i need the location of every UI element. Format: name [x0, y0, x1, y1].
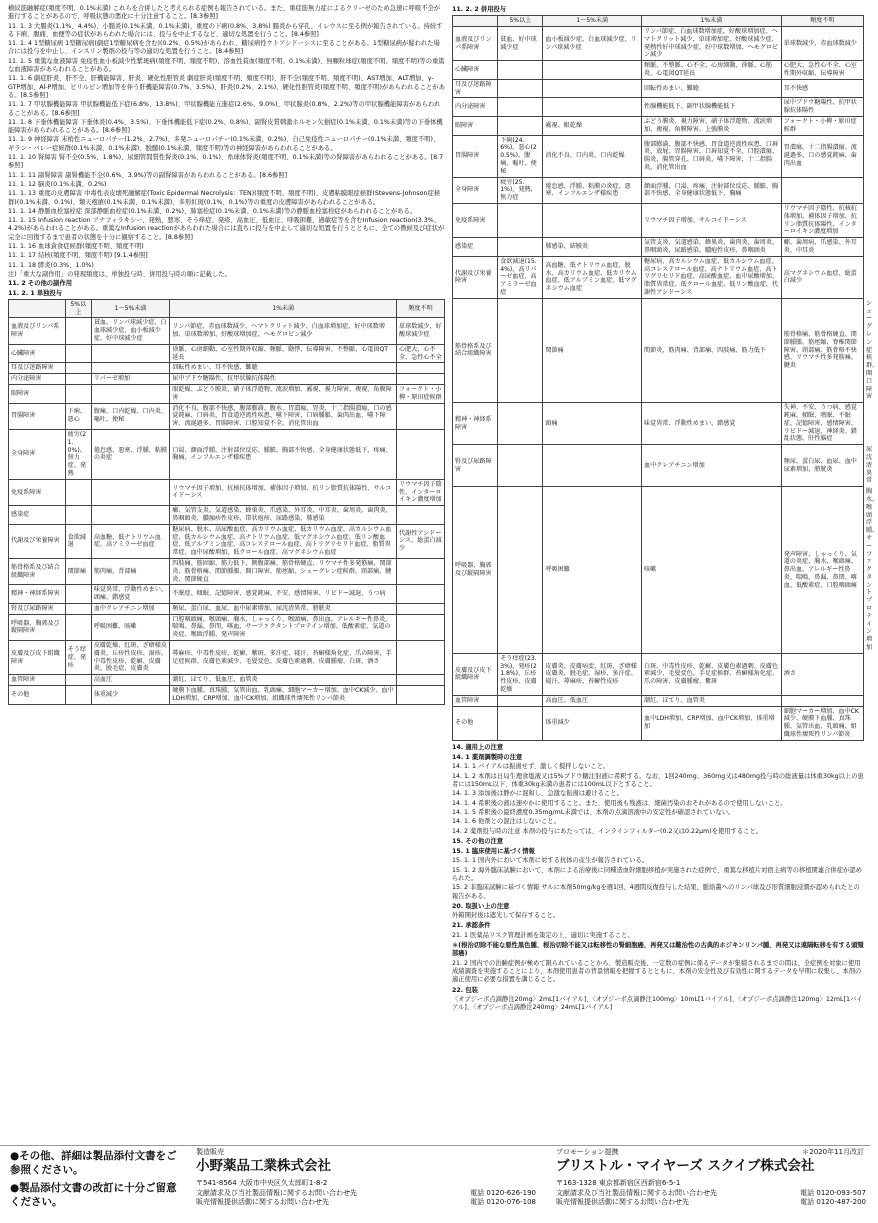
table-cell: 口腔咽頭痛、喉頭痛、胸水、しゃっくり、喉頭痛、鼻出血、アレルギー性鼻炎、喘鳴、鼻漏、鼻閉、喀血、サーファクタントプロテイン増加、低酸素症、気道の炎症、喉頭浮腫、発声障害 [170, 614, 397, 640]
paragraph: 11. 1. 6 劇症肝炎、肝不全、肝機能障害、肝炎、硬化性胆管炎 劇症肝炎(頻度不明、頻度不明)、肝不全(頻度不明、頻度不明)、AST増加、ALT増加、γ-GTP増加、Al-P増加、ビリルビン増加等を伴う肝機能障害(0.7%、3.5%)、肝炎(0.2%、2.1%)、硬化性胆管炎(頻度不明、頻度不明)があらわれることがある。[8.5参照] [8, 75, 445, 99]
table-header: 1%未満 [642, 16, 782, 27]
organ-class-cell: 代謝及び栄養障害 [453, 256, 498, 298]
section-heading: 11. 2. 1 単独投与 [8, 289, 63, 297]
paragraph: 11. 1. 12 脳炎(0.1%未満、0.2%) [8, 180, 107, 188]
paragraph: 〈オプジーボ点滴静注20mg〉2mL[1バイアル]、〈オプジーボ点滴静注100mg〉10mL[1バイアル]、〈オプジーボ点滴静注120mg〉12mL[1バイアル]、〈オプジーボ点滴静注240mg〉24mL[1バイアル] [452, 995, 863, 1012]
organ-class-cell: 内分泌障害 [9, 374, 66, 385]
table-cell: 性腺機能低下、副甲状腺機能低下 [642, 98, 782, 117]
table-row [453, 61, 864, 80]
table-row [453, 706, 864, 740]
organ-class-cell: 耳及び迷路障害 [453, 79, 498, 98]
organ-class-cell: 呼吸器、胸郭及び縦隔障害 [9, 614, 66, 640]
table-cell: 高血圧、低血圧 [543, 695, 642, 706]
table-cell [91, 344, 169, 363]
table-cell: リパーゼ増加 [91, 374, 169, 385]
table-cell: 糖尿病、脱水、高尿酸血症、高カリウム血症、低カリウム血症、高カルシウム血症、低カルシウム血症、高ナトリウム血症、低マグネシウム血症、低リン酸血症、低アルブミン血症、高コレステロール血症、高トリグリセリド血症、脂質異常症、血中尿酸増加、低クロール血症、高マグネシウム血症 [170, 524, 397, 558]
revision-date: ＊2020年11月改訂 [802, 1148, 864, 1156]
paragraph: 14. 1. 4 希釈後の液は速やかに使用すること。また、使用後も残液は、細菌汚染のおそれがあるので使用しないこと。 [452, 799, 787, 807]
contact-line [556, 1198, 866, 1207]
precautions-notes [452, 744, 864, 1013]
organ-class-cell: その他 [453, 706, 498, 740]
section-heading: 14. 適用上の注意 [452, 743, 504, 751]
paragraph: 11. 1. 16 血球貪食症候群(頻度不明、頻度不明) [8, 243, 144, 251]
table-cell: そう痒症(23.3%)、発疹(21.8%)、丘疹性皮疹、皮膚乾燥 [498, 653, 543, 695]
table-cell [498, 79, 543, 98]
table-header: 5%以上 [65, 299, 91, 318]
table-cell: 疲労(21.0%)、無力症、発熱 [65, 429, 91, 479]
organ-class-cell: 血液及びリンパ系障害 [9, 318, 66, 344]
contact-line [556, 1189, 866, 1198]
table-cell [781, 695, 863, 706]
organ-class-cell: 代謝及び栄養障害 [9, 524, 66, 558]
table-cell: 白斑、中毒性皮疹、乾癬、皮膚色素過剰、皮膚色素減少、毛髪変色、手足症候群、苔癬様角化症、爪の障害、皮膚腫瘤、紫斑 [642, 653, 782, 695]
table-row [9, 403, 445, 429]
table-row [9, 363, 445, 374]
table-cell: 体重減少 [543, 706, 642, 740]
table-cell [498, 487, 543, 654]
paragraph: 11. 1. 14 静脈血栓塞栓症 深部静脈血栓症(0.1%未満、0.2%)、肺塞栓症(0.1%未満、0.1%未満)等の静脈血栓塞栓症があらわれることがある。 [8, 207, 417, 215]
table-cell: 消化不良、腹部不快感、腹部膨満、腹水、胃潰瘍、胃炎、十二指腸潰瘍、口の感覚鈍麻、口唇炎、胃食道逆流性疾患、嚥下障害、口唇腫脹、歯肉出血、嚥下障害、流涎過多、胃腸障害、口腔知覚不全、消化管出血 [170, 403, 397, 429]
single-dose-adverse-reactions-table [8, 299, 445, 705]
paragraph: 11. 1. 18 膵炎(0.3%、1.0%) [8, 261, 94, 269]
table-header: 5%以上 [498, 16, 543, 27]
table-row [9, 686, 445, 705]
table-cell [65, 374, 91, 385]
table-cell: 高血糖、低ナトリウム血症、高アミラーゼ血症 [91, 524, 169, 558]
table-cell: 血中クレアチニン増加 [642, 445, 782, 487]
table-cell: 血中LDH増加、CRP増加、血中CK増加、体重増加 [642, 706, 782, 740]
table-cell [65, 686, 91, 705]
table-cell [65, 603, 91, 614]
table-cell: 回転性めまい、難聴 [642, 79, 782, 98]
table-row [9, 524, 445, 558]
organ-class-cell: 筋骨格系及び結合組織障害 [453, 298, 498, 402]
table-cell: 糖尿病、高カルシウム血症、低カルシウム血症、高コレステロール血症、高ナトリウム血症、高トリグリセリド血症、高尿酸血症、血中尿酸増加、脂質異常症、低クロール血症、低リン酸血症、代謝性アシドーシス [642, 256, 782, 298]
table-cell [65, 675, 91, 686]
organ-class-cell: 皮膚及び皮下組織障害 [453, 653, 498, 695]
paragraph: 11. 1. 15 Infusion reaction アナフィラキシー、発熱、悪寒、そう痒症、発疹、高血圧、低血圧、呼吸困難、過敏症等を含むInfusion reaction(3.3%、4.2%)があらわれることがある。重篤なInfusion reactionがあらわれた場合には直ちに投与を中止して適切な処置を行うとともに、全ての徴候及び症状が完全に回復するまで患者の状態を十分に観察すること。[8.8参照] [8, 217, 445, 241]
organ-class-cell: 胃腸障害 [9, 403, 66, 429]
table-cell [91, 384, 169, 403]
table-cell: リンパ節症、赤血球数減少、ヘマトクリット減少、白血球増加症、好中球数増加、単球数増加、好酸球増加症、ヘモグロビン減少 [170, 318, 397, 344]
table-row [9, 614, 445, 640]
table-cell: 血中クレアチニン増加 [91, 603, 169, 614]
table-cell: 腹痛、口内乾燥、口内炎、嘔吐、便秘 [91, 403, 169, 429]
table-cell [65, 614, 91, 640]
table-row [453, 27, 864, 61]
table-cell [65, 384, 91, 403]
organ-class-cell: 免疫系障害 [9, 479, 66, 505]
table-cell: 貧血、リンパ球減少症、白血球減少症、血小板減少症、好中球減少症 [91, 318, 169, 344]
contact-phone: 電話 0120-626-190 [470, 1188, 536, 1197]
table-row [453, 487, 864, 654]
table-cell: 徐脈、心房細動、心室性期外収縮、頻脈、動悸、伝導障害、不整脈、心電図QT延長 [170, 344, 397, 363]
paragraph: 14. 2 薬剤投与時の注意 本剤の投与にあたっては、インラインフィルター(0.2又は0.22μm)を使用すること。 [452, 827, 763, 835]
table-cell [65, 506, 91, 525]
table-cell: 霧視、眼乾燥 [543, 117, 642, 136]
organ-class-cell: 感染症 [453, 238, 498, 257]
table-row [9, 585, 445, 604]
table-cell: 皮膚炎、皮膚病変、紅斑、ざ瘡様皮膚炎、脱毛症、湿疹、多汗症、寝汗、蕁麻疹、苔癬性皮疹 [543, 653, 642, 695]
contact-phone: 電話 0120-076-108 [470, 1198, 536, 1207]
table-cell: リウマチ因子増加、サルコイドーシス [642, 204, 782, 238]
organ-class-cell: 眼障害 [9, 384, 66, 403]
table-cell [543, 445, 642, 487]
table-row [453, 695, 864, 706]
paragraph: 11. 1. 5 重篤な血液障害 免疫性血小板減少性紫斑病(頻度不明、頻度不明)、溶血性貧血(頻度不明、0.1%未満)、無顆粒球症(頻度不明、頻度不明)等の重篤な血液障害があらわれることがある。 [8, 57, 445, 74]
paragraph: 11. 1. 3 大腸炎(1.1%、4.4%)、小腸炎(0.1%未満、0.1%未満)、重度の下痢(0.8%、3.8%) 腸炎から穿孔、イレウスに至る例が報告されている。持続する下痢、腹痛、血便等の症状があらわれた場合には、投与を中止するなど、適切な処置を行うこと。[8.4参照] [8, 22, 443, 38]
table-cell: 咳嗽 [642, 487, 782, 654]
section-heading: 11. 2 その他の副作用 [8, 280, 72, 288]
table-cell: 下痢、悪心 [65, 403, 91, 429]
paragraph: 11. 1. 7 甲状腺機能障害 甲状腺機能低下症(6.8%、13.8%)、甲状腺機能亢進症(2.6%、9.0%)、甲状腺炎(0.8%、2.2%)等の甲状腺機能障害があらわれることがある。[8.6参照] [8, 101, 441, 117]
paragraph: 15. 2 非臨床試験に基づく情報 サルに本剤50mg/kgを週1回、4週間反復投与した結果、脈絡叢へのリンパ球及び形質細胞浸潤が認められたとの報告がある。 [452, 884, 860, 900]
table-header: 1%未満 [170, 299, 397, 318]
paragraph: 14. 1. 5 希釈後の最終濃度0.35mg/mL未満では、本剤の点滴溶液中の安定性が確認されていない。 [452, 808, 735, 816]
contact-line [196, 1198, 536, 1207]
organ-class-cell: 心臓障害 [453, 61, 498, 80]
footer-notice-line: ●その他、詳細は製品添付文書をご参照ください。 [10, 1150, 177, 1176]
combination-section-title: 11. 2. 2 併用投与 [452, 6, 507, 13]
paragraph: 14. 1. 6 他剤との混注はしないこと。 [452, 818, 560, 826]
section-heading: 14. 1 薬剤調製時の注意 [452, 754, 523, 762]
table-header: 1〜5%未満 [543, 16, 642, 27]
organ-class-cell: 心臓障害 [9, 344, 66, 363]
table-cell: 高血圧 [91, 675, 169, 686]
table-cell: フォークト・小柳・原田症候群 [781, 117, 863, 136]
table-cell: 単球数減少、好酸球減少症 [397, 318, 445, 344]
paragraph: 11. 1. 8 下垂体機能障害 下垂体炎(0.4%、3.5%)、下垂体機能低下症(0.2%、0.8%)、副腎皮質刺激ホルモン欠損症(0.1%未満、0.1%未満)等の下垂体機能障害があらわれることがある。[8.6参照] [8, 118, 443, 135]
table-cell: 食欲減退 [65, 524, 91, 558]
table-cell [397, 403, 445, 429]
combination-adverse-reactions-table [452, 15, 878, 741]
table-header: 頻度不明 [781, 16, 863, 27]
organ-class-cell: 感染症 [9, 506, 66, 525]
organ-class-cell: 精神・神経系障害 [9, 585, 66, 604]
table-cell: 蕁麻疹、中毒性皮疹、乾癬、紫斑、多汗症、寝汗、苔癬様角化症、爪の障害、手足症候群、皮膚色素減少、毛髪変色、皮膚色素過剰、皮膚腫瘤、白斑、酒さ [170, 641, 397, 675]
table-row [453, 117, 864, 136]
manufacturer-name: 小野薬品工業株式会社 [196, 1158, 331, 1175]
table-row [453, 79, 864, 98]
left-paragraphs [8, 5, 445, 298]
table-cell: 心肥大、心不全、急性心不全 [397, 344, 445, 363]
table-row [453, 177, 864, 203]
paragraph: 11. 1. 17 結核(頻度不明、頻度不明) [9.1.4参照] [8, 252, 148, 260]
paragraph: 外箱開封後は遮光して保存すること。 [452, 912, 560, 920]
table-cell: 癤、歯周病、爪感染、外耳炎、中耳炎 [781, 238, 863, 257]
table-row [9, 479, 445, 505]
table-cell: 癤、気管支炎、気道感染、蜂巣炎、爪感染、外耳炎、中耳炎、歯周炎、歯肉炎、鼻咽頭炎、膿痂疹性皮疹、帯状疱疹、尿路感染、肺感染 [170, 506, 397, 525]
table-cell: ぶどう膜炎、視力障害、硝子体浮遊物、流涙増加、複視、角膜障害、上強膜炎 [642, 117, 782, 136]
table-row [453, 298, 864, 402]
contact-label: 販売情報提供活動に関するお問い合わせ先 [556, 1198, 689, 1207]
table-cell [498, 298, 543, 402]
table-row [9, 506, 445, 525]
organ-class-cell: 内分泌障害 [453, 98, 498, 117]
table-cell [91, 506, 169, 525]
paragraph: 15. 1. 1 国内外において本剤に対する抗体の産生が報告されている。 [452, 857, 649, 865]
table-cell [498, 117, 543, 136]
table-header [9, 299, 66, 318]
table-cell: 高血糖、低ナトリウム血症、脱水、高カリウム血症、低カリウム血症、低アルブミン血症、低マグネシウム血症 [543, 256, 642, 298]
organ-class-cell: 血管障害 [9, 675, 66, 686]
paragraph: 11. 1. 11 副腎障害 副腎機能不全(0.6%、3.9%)等の副腎障害があらわれることがある。[8.6参照] [8, 171, 288, 179]
contact-label: 販売情報提供活動に関するお問い合わせ先 [196, 1198, 329, 1207]
contact-label: 文献請求及び当社製品情報に関するお問い合わせ先 [196, 1188, 357, 1197]
table-row [453, 403, 864, 445]
table-cell: 倦怠感、悪寒、浮腫、粘膜の炎症 [91, 429, 169, 479]
table-cell [498, 706, 543, 740]
table-cell: 体重減少 [91, 686, 169, 705]
table-cell: 単球数減少、赤血球数減少 [781, 27, 863, 61]
table-row [453, 445, 864, 487]
table-cell: 関節痛 [543, 298, 642, 402]
table-cell: 頻脈、不整脈、心不全、心房細動、徐脈、心筋炎、心電図QT延長 [642, 61, 782, 80]
table-cell: 関節痛 [65, 558, 91, 584]
organ-class-cell: 胃腸障害 [453, 135, 498, 177]
organ-class-cell: 全身障害 [453, 177, 498, 203]
table-cell [397, 614, 445, 640]
table-cell [397, 363, 445, 374]
table-cell: 食欲減退(15.4%)、高リパーゼ血症、高アミラーゼ血症 [498, 256, 543, 298]
organ-class-cell: 呼吸器、胸郭及び縦隔障害 [453, 487, 498, 654]
organ-class-cell: 血管障害 [453, 695, 498, 706]
paragraph: 横紋筋融解症(頻度不明、0.1%未満) これらを合併したと考えられる症例も報告されている。また、重症筋無力症によるクリーゼのため急速に呼吸不全が進行することがあるので、呼吸状態の悪化に十分注意すること。[8.3参照] [8, 5, 441, 21]
table-cell: 関節炎、筋肉痛、背部痛、四肢痛、筋力低下 [642, 298, 782, 402]
table-row [9, 429, 445, 479]
table-row [9, 374, 445, 385]
table-cell: 頭痛 [543, 403, 642, 445]
table-cell [397, 675, 445, 686]
contact-label: 文献請求及び当社製品情報に関するお問い合わせ先 [556, 1188, 717, 1197]
organ-class-cell: 皮膚及び皮下組織障害 [9, 641, 66, 675]
table-cell [397, 686, 445, 705]
table-cell: 消化不良、口内炎、口内乾燥 [543, 135, 642, 177]
table-cell [397, 506, 445, 525]
table-cell [498, 695, 543, 706]
manufacturer-block [196, 1148, 536, 1208]
table-cell: 酒さ [781, 653, 863, 695]
table-cell: 回転性めまい、耳不快感、難聴 [170, 363, 397, 374]
organ-class-cell: 耳及び迷路障害 [9, 363, 66, 374]
table-cell [543, 61, 642, 80]
table-cell [498, 98, 543, 117]
table-cell [498, 238, 543, 257]
contact-phone: 電話 0120-093-507 [800, 1188, 866, 1197]
table-cell: 味覚異常、浮動性めまい、頭痛、錯感覚 [91, 585, 169, 604]
table-row [453, 98, 864, 117]
table-cell: 潮紅、ほてり、低血圧、血管炎 [170, 675, 397, 686]
manufacturer-address: 〒541-8564 大阪市中央区久太郎町1-8-2 [196, 1179, 328, 1188]
table-cell [397, 374, 445, 385]
paragraph: 14. 1. 2 本剤は日局生理食塩液又は5%ブドウ糖注射液に希釈する。なお、1回240mg、360mg又は480mg投与時の総液量は体重30kg以上の患者には150mL以下、体重30kg未満の患者には100mL以下とすること。 [452, 772, 864, 789]
table-cell: 筋骨格痛、筋骨格硬直、関節腫脹、筋痙縮、脊椎関節障害、頸部痛、筋骨格不快感、リウマチ性多発筋痛、腱炎 [781, 298, 863, 402]
paragraph: 21. 1 医薬品リスク管理計画を策定の上、適切に実施すること。 [452, 931, 634, 939]
contact-line [196, 1189, 536, 1198]
table-cell: リンパ節症、白血球数増加症、好酸球増加症、ヘマトクリット減少、単球増加症、好酸球減少症、発熱性好中球減少症、好中球数増加、ヘモグロビン減少 [642, 27, 782, 61]
table-cell: 代謝性アシドーシス、総蛋白減少 [397, 524, 445, 558]
table-cell: 疲労(25.1%)、発熱、無力症 [498, 177, 543, 203]
table-cell [397, 585, 445, 604]
table-cell: そう痒症、発疹 [65, 641, 91, 675]
organ-class-cell: その他 [9, 686, 66, 705]
table-row [9, 675, 445, 686]
section-heading: 20. 取扱い上の注意 [452, 902, 510, 910]
table-cell: 筋肉痛、背部痛 [91, 558, 169, 584]
manufacturer-label: 製造販売 [196, 1148, 224, 1156]
table-row [9, 344, 445, 363]
table-cell [91, 363, 169, 374]
table-cell: 尿中ブドウ糖陽性、抗甲状腺抗体陽性 [170, 374, 397, 385]
table-header [453, 16, 498, 27]
table-cell: 発声障害、しゃっくり、気道の炎症、胸水、喉頭痛、鼻出血、アレルギー性鼻炎、喘鳴、鼻漏、鼻閉、喀血、低酸素症、口腔咽頭痛 [781, 487, 863, 654]
table-cell [65, 344, 91, 363]
paragraph: 注)「重大な副作用」の発現頻度は、単独投与時、併用投与時の順に記載した。 [8, 270, 231, 278]
footer-notice-line: ●製品添付文書の改訂に十分ご留意ください。 [10, 1182, 177, 1208]
table-cell: 四肢痛、筋固縮、筋力低下、側腹部痛、筋骨格硬直、リウマチ性多発筋痛、関節炎、筋骨格痛、関節腫脹、開口障害、筋痙縮、シェーグレン症候群、頸部痛、腱炎、関節硬直 [170, 558, 397, 584]
table-header: 頻度不明 [397, 299, 445, 318]
table-cell [91, 479, 169, 505]
organ-class-cell: 腎及び尿路障害 [9, 603, 66, 614]
table-row [453, 256, 864, 298]
table-row [9, 603, 445, 614]
table-cell [397, 429, 445, 479]
table-cell [498, 445, 543, 487]
table-cell: 下痢(24.6%)、悪心(20.5%)、腹痛、嘔吐、便秘 [498, 135, 543, 177]
table-cell: 硬膜下血腫、真珠腫、気管出血、乳頭痛、細胞マーカー増加、血中CK減少、血中LDH増加、CRP増加、血中CK増加、組織球性壊死性リンパ節炎 [170, 686, 397, 705]
table-row [453, 653, 864, 695]
paragraph: 11. 1. 13 重度の皮膚障害 中毒性表皮壊死融解症(Toxic Epidermal Necrolysis：TEN)(頻度不明、頻度不明)、皮膚粘膜眼症候群(Stevens-Johnson症候群)(0.1%未満、0.1%)、類天疱瘡(0.1%未満、0.1%未満)、多形紅斑(0.1%、0.1%)等の重度の皮膚障害があらわれることがある。 [8, 190, 441, 206]
table-row [9, 641, 445, 675]
table-cell: 顔面浮腫、口渇、疼痛、注射部位反応、腫脹、胸部不快感、全身健康状態低下、胸痛 [642, 177, 782, 203]
organ-class-cell: 全身障害 [9, 429, 66, 479]
paragraph: 15. 1. 2 海外臨床試験において、本剤による治療後に同種造血幹細胞移植が実施された症例で、重篤な移植片対宿主病等の移植関連合併症が認められた。 [452, 866, 862, 882]
partner-name: ブリストル・マイヤーズ スクイブ株式会社 [556, 1158, 815, 1175]
table-row [9, 384, 445, 403]
table-cell [543, 79, 642, 98]
table-cell: 皮膚乾燥、紅斑、ざ瘡様皮膚炎、丘疹性皮疹、湿疹、中毒性皮疹、乾癬、皮膚炎、脱毛症、皮膚炎 [91, 641, 169, 675]
organ-class-cell: 眼障害 [453, 117, 498, 136]
table-cell [65, 318, 91, 344]
organ-class-cell: 腎及び尿路障害 [453, 445, 498, 487]
table-cell [498, 61, 543, 80]
paragraph: 14. 1. 1 バイアルは振盪せず、激しく撹拌しないこと。 [452, 763, 610, 771]
table-header: 1〜5%未満 [91, 299, 169, 318]
organ-class-cell: 精神・神経系障害 [453, 403, 498, 445]
paragraph: 11. 1. 10 腎障害 腎不全(0.5%、1.8%)、尿細管間質性腎炎(0.1%、0.1%)、糸球体腎炎(頻度不明、0.1%未満)等の腎障害があらわれることがある。[8.7参照] [8, 154, 444, 170]
table-cell: 頻尿、蛋白尿、血尿、血中尿素増加、膀胱炎 [781, 445, 863, 487]
footer-notice [10, 1150, 185, 1215]
table-cell: 貧血、好中球減少症 [498, 27, 543, 61]
table-cell: 呼吸困難、咳嗽 [91, 614, 169, 640]
promotion-label: プロモーション提携 [556, 1148, 619, 1156]
table-row [9, 558, 445, 584]
contact-phone: 電話 0120-487-200 [800, 1198, 866, 1207]
table-cell: 失神、不安、うつ病、感覚鈍麻、傾眠、嗜眠、不眠症、記憶障害、感情障害、リビドー減退、神経炎、錯乱状態、肝性脳症 [781, 403, 863, 445]
table-cell: 潮紅、ほてり、血管炎 [642, 695, 782, 706]
table-cell: 尿中ブドウ糖陽性、抗甲状腺抗体陽性 [781, 98, 863, 117]
table-cell: 高マグネシウム血症、総蛋白減少 [781, 256, 863, 298]
footer [0, 1145, 870, 1223]
table-cell: リウマチ因子陰性、インターロイキン濃度増加 [397, 479, 445, 505]
paragraph: 11. 1. 9 神経障害 末梢性ニューロパチー(1.2%、2.7%)、多発ニューロパチー(0.1%未満、0.2%)、自己免疫性ニューロパチー(0.1%未満、頻度不明)、ギラン・バレー症候群(0.1%未満、0.1%未満)、脱髄(0.1%未満、頻度不明)等の神経障害があらわれることがある。 [8, 136, 440, 152]
table-cell: 肺感染、結膜炎 [543, 238, 642, 257]
section-heading: 15. 1 臨床使用に基づく情報 [452, 848, 535, 856]
partner-address: 〒163-1328 東京都新宿区西新宿6-5-1 [556, 1179, 681, 1188]
table-cell [397, 641, 445, 675]
table-cell: 倦怠感、浮腫、粘膜の炎症、悪寒、インフルエンザ様疾患 [543, 177, 642, 203]
paragraph: 14. 1. 3 添加後は静かに混和し、急激な振盪は避けること。 [452, 790, 623, 798]
table-cell [781, 177, 863, 203]
table-cell: 細胞マーカー増加、血中CK減少、硬膜下血腫、真珠腫、気管出血、乳頭痛、組織球性壊死性リンパ節炎 [781, 706, 863, 740]
table-cell: 耳不快感 [781, 79, 863, 98]
table-cell: 眼乾燥、ぶどう膜炎、硝子体浮遊物、流涙増加、霧視、視力障害、複視、角膜障害 [170, 384, 397, 403]
table-cell: リウマチ因子増加、抗核抗体増加、補体因子増加、抗リン脂質抗体陽性、サルコイドーシス [170, 479, 397, 505]
table-cell: 気管支炎、気道感染、蜂巣炎、歯肉炎、歯周炎、鼻咽頭炎、尿路感染、膿疱性皮疹、鼻咽頭炎 [642, 238, 782, 257]
table-cell [65, 585, 91, 604]
table-cell [65, 363, 91, 374]
table-cell: 胃潰瘍、十二指腸潰瘍、流涎過多、口の感覚鈍麻、歯肉出血 [781, 135, 863, 177]
table-cell: 不眠症、傾眠、記憶障害、感覚鈍麻、不安、感情障害、リビドー減退、うつ病 [170, 585, 397, 604]
table-cell [397, 603, 445, 614]
table-cell [498, 204, 543, 238]
organ-class-cell: 筋骨格系及び結合組織障害 [9, 558, 66, 584]
table-cell: 頻尿、蛋白尿、血尿、血中尿素増加、尿沈渣異常、膀胱炎 [170, 603, 397, 614]
section-heading: ＊(根治切除不能な悪性黒色腫、根治切除不能又は転移性の腎細胞癌、再発又は難治性の古典的ホジキンリンパ腫、再発又は遠隔転移を有する頭頸部癌) [452, 942, 864, 958]
section-heading: 21. 承認条件 [452, 922, 491, 930]
table-row [453, 135, 864, 177]
table-row [453, 204, 864, 238]
table-cell [543, 204, 642, 238]
paragraph: 11. 1. 4 1型糖尿病 1型糖尿病(劇症1型糖尿病を含む)(0.2%、0.5%)があらわれ、糖尿病性ケトアシドーシスに至ることがある。1型糖尿病が疑われた場合には投与を中止し、インスリン製剤の投与等の適切な処置を行うこと。[8.4参照] [8, 40, 440, 56]
section-heading: 22. 包装 [452, 986, 478, 994]
paragraph: 21. 2 国内での治験症例が極めて限られていることから、製造販売後、一定数の症例に係るデータが集積されるまでの間は、全症例を対象に使用成績調査を実施することにより、本剤使用患者の背景情報を把握するとともに、本剤の安全性及び有効性に関するデータを早期に収集し、本剤の適正使用に必要な措置を講じること。 [452, 959, 862, 984]
table-cell: 腹部膨満、腹部不快感、胃食道逆流性疾患、口唇炎、放屁、胃腸障害、口唇知覚不全、口腔潰瘍、腸炎、腸管穿孔、口唇炎、嚥下障害、十二指腸炎、消化管出血 [642, 135, 782, 177]
table-cell: 血小板減少症、白血球減少症、リンパ球減少症 [543, 27, 642, 61]
table-row [9, 318, 445, 344]
table-row [453, 238, 864, 257]
right-column [452, 5, 878, 1145]
table-cell [397, 558, 445, 584]
table-cell: 心肥大、急性心不全、心室性期外収縮、伝導障害 [781, 61, 863, 80]
organ-class-cell: 免疫系障害 [453, 204, 498, 238]
table-cell: 口渇、顔面浮腫、注射部位反応、腫脹、胸部不快感、全身健康状態低下、疼痛、胸痛、インフルエンザ様疾患 [170, 429, 397, 479]
table-cell [498, 403, 543, 445]
table-cell: 味覚異常、浮動性めまい、錯感覚 [642, 403, 782, 445]
left-column [8, 5, 445, 1145]
table-cell: リウマチ因子陰性、抗核抗体増加、補体因子増加、抗リン脂質抗体陽性、インターロイキン濃度増加 [781, 204, 863, 238]
table-cell: フォークト・小柳・原田症候群 [397, 384, 445, 403]
section-heading: 15. その他の注意 [452, 837, 504, 845]
organ-class-cell: 血液及びリンパ系障害 [453, 27, 498, 61]
table-cell [65, 479, 91, 505]
table-cell: 呼吸困難 [543, 487, 642, 654]
table-cell [543, 98, 642, 117]
